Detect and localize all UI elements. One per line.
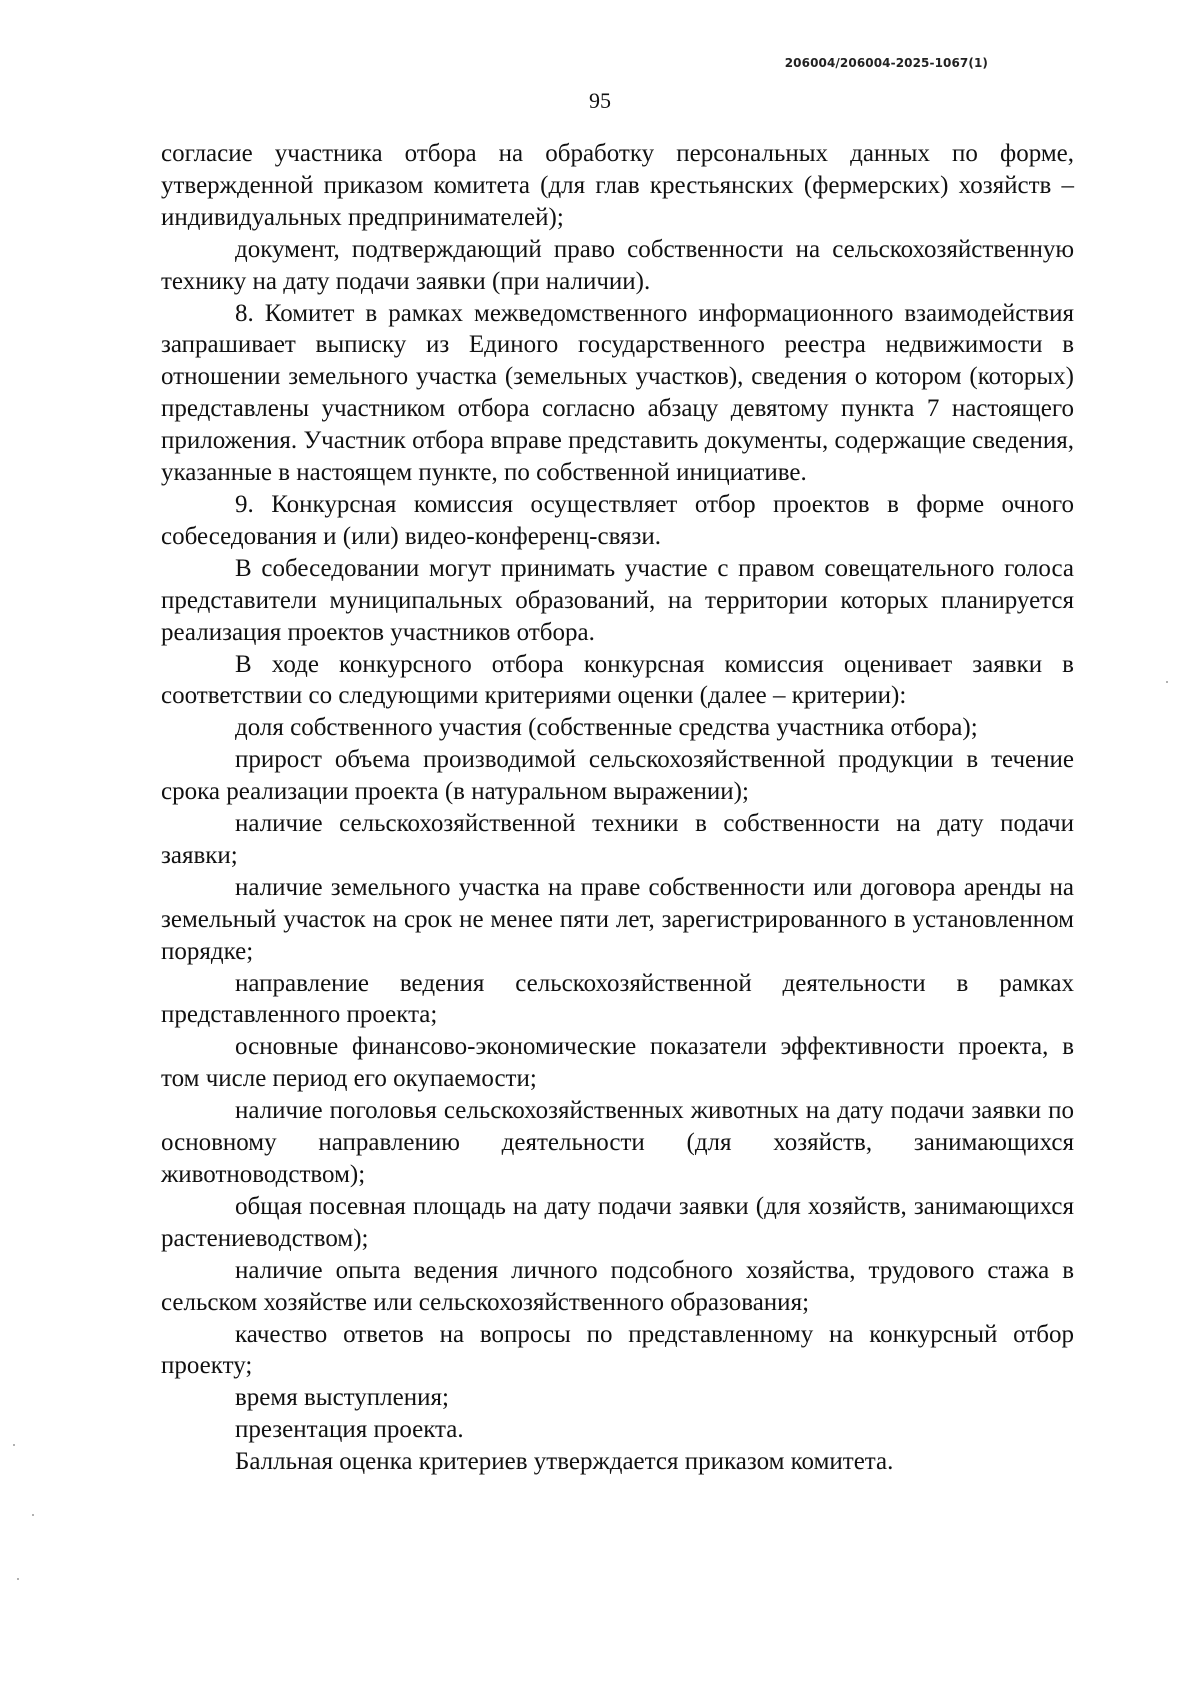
criterion-machinery-ownership: наличие сельскохозяйственной техники в собственности на дату подачи заявки; [161, 810, 1074, 869]
paragraph-municipal-representatives: В собеседовании могут принимать участие с правом совещательного голоса представители муниципальных образований, на территории которых планируется реализация проектов участников отбора. [161, 554, 1074, 646]
paragraph-criteria-intro: В ходе конкурсного отбора конкурсная комиссия оценивает заявки в соответствии со следующими критериями оценки (далее – критерии): [161, 650, 1074, 710]
page-number: 95 [589, 88, 611, 113]
criterion-answers-quality: качество ответов на вопросы по представленному на конкурсный отбор проекту; [161, 1320, 1074, 1380]
criterion-experience: наличие опыта ведения личного подсобного хозяйства, трудового стажа в сельском хозяйстве или сельскохозяйственного образования; [161, 1256, 1074, 1316]
criterion-activity-direction: направление ведения сельскохозяйственной деятельности в рамках представленного проекта; [161, 969, 1074, 1029]
criterion-land-plot: наличие земельного участка на праве собственности или договора аренды на земельный участок на срок не менее пяти лет, зарегистрированного в установленном порядке; [161, 873, 1074, 965]
scan-speck [32, 1514, 34, 1516]
scan-speck [1166, 681, 1168, 683]
criterion-production-growth: прирост объема производимой сельскохозяйственной продукции в течение срока реализации проекта (в натуральном выражении); [161, 746, 1074, 806]
criterion-livestock: наличие поголовья сельскохозяйственных животных на дату подачи заявки по основному направлению деятельности (для хозяйств, занимающихся животноводством); [161, 1097, 1074, 1188]
criterion-own-participation: доля собственного участия (собственные средства участника отбора); [235, 714, 978, 742]
document-registration-number: 206004/206004-2025-1067(1) [784, 56, 988, 70]
scan-speck [17, 1578, 19, 1580]
scan-speck [13, 1444, 15, 1446]
criterion-financial-indicators: основные финансово-экономические показатели эффективности проекта, в том числе период его окупаемости; [161, 1033, 1074, 1093]
document-body [161, 138, 1074, 1478]
paragraph-machinery-ownership-document: документ, подтверждающий право собственности на сельскохозяйственную технику на дату подачи заявки (при наличии). [161, 235, 1074, 295]
paragraph-item-8-interagency-request: 8. Комитет в рамках межведомственного информационного взаимодействия запрашивает выписку из Единого государственного реестра недвижимости в отношении земельного участка (земельных участков), сведения о котором (которых) представлены участником отбора согласно абзацу девятому пункта 7 настоящего приложения. Участник отбора вправе представить документы, содержащие сведения, указанные в настоящем пункте, по собственной инициативе. [161, 299, 1074, 487]
paragraph-consent-personal-data: согласие участника отбора на обработку персональных данных по форме, утвержденной приказом комитета (для глав крестьянских (фермерских) хозяйств – индивидуальных предпринимателей); [161, 140, 1074, 231]
paragraph-item-9-interview: 9. Конкурсная комиссия осуществляет отбор проектов в форме очного собеседования и (или) видео-конференц-связи. [161, 490, 1074, 550]
criterion-presentation-time: время выступления; [235, 1384, 449, 1412]
criterion-project-presentation: презентация проекта. [235, 1416, 464, 1444]
paragraph-scoring-approval: Балльная оценка критериев утверждается приказом комитета. [235, 1448, 894, 1476]
criterion-sown-area: общая посевная площадь на дату подачи заявки (для хозяйств, занимающихся растениеводством); [161, 1192, 1074, 1252]
